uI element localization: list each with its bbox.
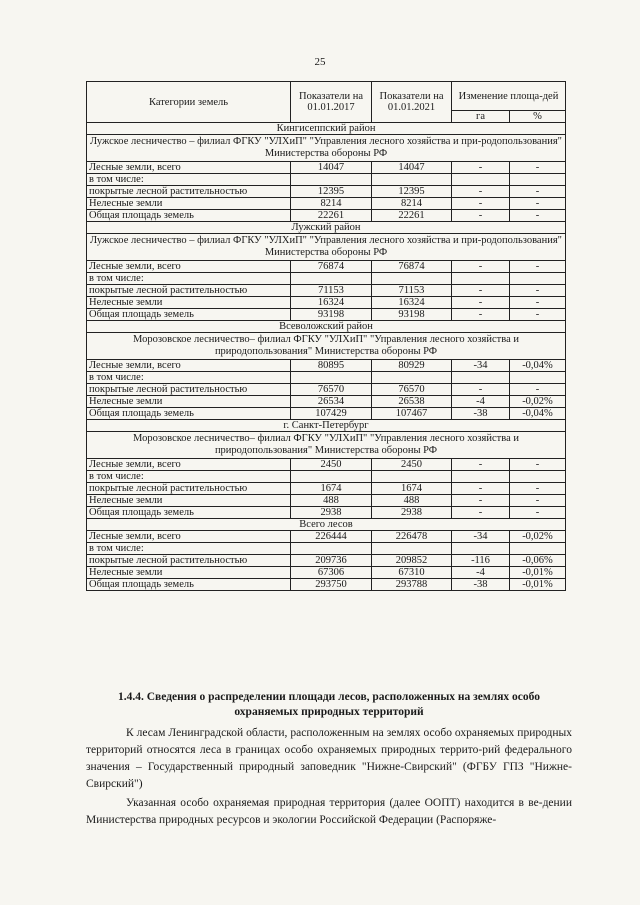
forestry-row — [87, 135, 566, 162]
change-ha: -4 — [452, 396, 510, 408]
value-2017: 226444 — [291, 531, 372, 543]
change-ha: - — [452, 384, 510, 396]
forestry-row — [87, 234, 566, 261]
change-pct: - — [510, 495, 566, 507]
row-label: Нелесные земли — [87, 495, 291, 507]
change-pct: -0,01% — [510, 579, 566, 591]
table-row — [87, 543, 566, 555]
value-2021: 8214 — [372, 198, 452, 210]
change-pct: - — [510, 483, 566, 495]
row-label: Нелесные земли — [87, 198, 291, 210]
change-pct: - — [510, 507, 566, 519]
change-pct: - — [510, 261, 566, 273]
value-2017: 8214 — [291, 198, 372, 210]
value-2021 — [372, 471, 452, 483]
region-row — [87, 222, 566, 234]
row-label: Лесные земли, всего — [87, 531, 291, 543]
change-ha — [452, 273, 510, 285]
change-ha: - — [452, 210, 510, 222]
value-2017: 76874 — [291, 261, 372, 273]
table-row — [87, 360, 566, 372]
region-row — [87, 519, 566, 531]
value-2021: 76570 — [372, 384, 452, 396]
value-2017: 26534 — [291, 396, 372, 408]
value-2021: 2938 — [372, 507, 452, 519]
change-pct: -0,02% — [510, 531, 566, 543]
row-label: Общая площадь земель — [87, 579, 291, 591]
change-pct: -0,04% — [510, 360, 566, 372]
change-ha: -38 — [452, 408, 510, 420]
row-label: покрытые лесной растительностью — [87, 285, 291, 297]
value-2017: 80895 — [291, 360, 372, 372]
change-ha: -34 — [452, 531, 510, 543]
table-row — [87, 567, 566, 579]
change-ha — [452, 471, 510, 483]
header-change: Изменение площа-дей — [452, 82, 566, 111]
row-label: в том числе: — [87, 174, 291, 186]
table-row — [87, 408, 566, 420]
row-label: Общая площадь земель — [87, 408, 291, 420]
change-ha: -38 — [452, 579, 510, 591]
change-pct: - — [510, 198, 566, 210]
table-row — [87, 579, 566, 591]
change-pct: - — [510, 384, 566, 396]
value-2017 — [291, 273, 372, 285]
forestry-name: Морозовское лесничество– филиал ФГКУ "УЛХиП" "Управления лесного хозяйства и природопользования" Министерства обороны РФ — [87, 432, 566, 459]
table-row — [87, 162, 566, 174]
row-label: Лесные земли, всего — [87, 459, 291, 471]
table-row — [87, 555, 566, 567]
value-2021: 67310 — [372, 567, 452, 579]
value-2021 — [372, 174, 452, 186]
value-2021: 22261 — [372, 210, 452, 222]
change-ha — [452, 543, 510, 555]
row-label: в том числе: — [87, 273, 291, 285]
paragraph: К лесам Ленинградской области, расположенным на землях особо охраняемых природных территорий относятся леса в границах особо охраняемых природных террито-рий федерального значения – Государственный природный заповедник "Нижне-Свирский" (ФГБУ ГПЗ "Нижне-Свирский") — [86, 727, 572, 790]
value-2021: 226478 — [372, 531, 452, 543]
value-2017: 488 — [291, 495, 372, 507]
change-ha: - — [452, 297, 510, 309]
section-heading: 1.4.4. Сведения о распределении площади лесов, расположенных на землях особо охраняемых природных территорий — [118, 691, 540, 718]
table-row — [87, 471, 566, 483]
header-category: Категории земель — [87, 82, 291, 123]
value-2021: 93198 — [372, 309, 452, 321]
table-body — [87, 123, 566, 591]
table-row — [87, 531, 566, 543]
row-label: в том числе: — [87, 372, 291, 384]
value-2021: 14047 — [372, 162, 452, 174]
value-2021: 293788 — [372, 579, 452, 591]
change-pct: - — [510, 162, 566, 174]
change-ha: - — [452, 495, 510, 507]
table-row — [87, 285, 566, 297]
value-2017: 2938 — [291, 507, 372, 519]
value-2017: 107429 — [291, 408, 372, 420]
change-ha: - — [452, 483, 510, 495]
row-label: Нелесные земли — [87, 396, 291, 408]
change-ha: -4 — [452, 567, 510, 579]
row-label: в том числе: — [87, 471, 291, 483]
change-pct: -0,02% — [510, 396, 566, 408]
change-pct: -0,06% — [510, 555, 566, 567]
value-2021 — [372, 543, 452, 555]
value-2017 — [291, 174, 372, 186]
header-unit-pct: % — [510, 111, 566, 123]
region-row — [87, 123, 566, 135]
header-unit-ha: га — [452, 111, 510, 123]
forestry-row — [87, 432, 566, 459]
region-row — [87, 321, 566, 333]
value-2017: 67306 — [291, 567, 372, 579]
value-2017: 14047 — [291, 162, 372, 174]
value-2017: 2450 — [291, 459, 372, 471]
value-2017: 93198 — [291, 309, 372, 321]
table-row — [87, 495, 566, 507]
change-ha: - — [452, 198, 510, 210]
row-label: Общая площадь земель — [87, 309, 291, 321]
value-2021: 16324 — [372, 297, 452, 309]
value-2017: 22261 — [291, 210, 372, 222]
paragraph: Указанная особо охраняемая природная территория (далее ООПТ) находится в ве-дении Министерства природных ресурсов и экологии Российской Федерации (Распоряже- — [86, 797, 572, 826]
row-label: покрытые лесной растительностью — [87, 186, 291, 198]
value-2021: 80929 — [372, 360, 452, 372]
value-2021 — [372, 372, 452, 384]
change-ha: - — [452, 507, 510, 519]
value-2017: 76570 — [291, 384, 372, 396]
forestry-row — [87, 333, 566, 360]
value-2021: 2450 — [372, 459, 452, 471]
value-2017 — [291, 471, 372, 483]
table-row — [87, 396, 566, 408]
header-indicator-2017: Показатели на 01.01.2017 — [291, 82, 372, 123]
change-pct — [510, 273, 566, 285]
page-number: 25 — [314, 56, 326, 68]
table-row — [87, 384, 566, 396]
value-2021: 1674 — [372, 483, 452, 495]
change-ha: - — [452, 261, 510, 273]
table-row — [87, 198, 566, 210]
value-2017: 293750 — [291, 579, 372, 591]
change-pct: -0,04% — [510, 408, 566, 420]
header-indicator-2021: Показатели на 01.01.2021 — [372, 82, 452, 123]
value-2017 — [291, 543, 372, 555]
table-row — [87, 459, 566, 471]
change-pct: - — [510, 285, 566, 297]
table-row — [87, 186, 566, 198]
change-pct: -0,01% — [510, 567, 566, 579]
table-row — [87, 309, 566, 321]
row-label: покрытые лесной растительностью — [87, 384, 291, 396]
change-ha: -34 — [452, 360, 510, 372]
change-ha: - — [452, 186, 510, 198]
change-pct: - — [510, 309, 566, 321]
value-2017: 71153 — [291, 285, 372, 297]
value-2021: 76874 — [372, 261, 452, 273]
forestry-name: Лужское лесничество – филиал ФГКУ "УЛХиП" "Управления лесного хозяйства и при-родопользования" Министерства обороны РФ — [87, 135, 566, 162]
change-ha: - — [452, 459, 510, 471]
table-row — [87, 210, 566, 222]
row-label: Лесные земли, всего — [87, 261, 291, 273]
row-label: Лесные земли, всего — [87, 162, 291, 174]
value-2021: 26538 — [372, 396, 452, 408]
region-name: Лужский район — [87, 222, 566, 234]
value-2021: 71153 — [372, 285, 452, 297]
region-name: Всего лесов — [87, 519, 566, 531]
value-2017 — [291, 372, 372, 384]
region-name: Всеволожский район — [87, 321, 566, 333]
table-row — [87, 174, 566, 186]
change-ha: - — [452, 285, 510, 297]
change-ha: - — [452, 162, 510, 174]
value-2017: 1674 — [291, 483, 372, 495]
change-pct: - — [510, 459, 566, 471]
change-pct — [510, 471, 566, 483]
value-2021: 12395 — [372, 186, 452, 198]
change-pct — [510, 372, 566, 384]
value-2021: 488 — [372, 495, 452, 507]
table-row — [87, 507, 566, 519]
row-label: в том числе: — [87, 543, 291, 555]
change-pct — [510, 174, 566, 186]
forestry-name: Лужское лесничество – филиал ФГКУ "УЛХиП" "Управления лесного хозяйства и при-родопользования" Министерства обороны РФ — [87, 234, 566, 261]
row-label: покрытые лесной растительностью — [87, 483, 291, 495]
change-ha: -116 — [452, 555, 510, 567]
value-2021: 209852 — [372, 555, 452, 567]
row-label: Нелесные земли — [87, 567, 291, 579]
region-row — [87, 420, 566, 432]
change-pct: - — [510, 186, 566, 198]
row-label: Нелесные земли — [87, 297, 291, 309]
region-name: г. Санкт-Петербург — [87, 420, 566, 432]
forestry-name: Морозовское лесничество– филиал ФГКУ "УЛХиП" "Управления лесного хозяйства и природопользования" Министерства обороны РФ — [87, 333, 566, 360]
change-ha — [452, 174, 510, 186]
value-2017: 12395 — [291, 186, 372, 198]
value-2017: 209736 — [291, 555, 372, 567]
table-row — [87, 483, 566, 495]
table-row — [87, 297, 566, 309]
value-2021: 107467 — [372, 408, 452, 420]
change-pct: - — [510, 297, 566, 309]
row-label: Лесные земли, всего — [87, 360, 291, 372]
value-2021 — [372, 273, 452, 285]
row-label: покрытые лесной растительностью — [87, 555, 291, 567]
change-ha — [452, 372, 510, 384]
table-row — [87, 261, 566, 273]
value-2017: 16324 — [291, 297, 372, 309]
change-ha: - — [452, 309, 510, 321]
table-row — [87, 372, 566, 384]
row-label: Общая площадь земель — [87, 210, 291, 222]
change-pct — [510, 543, 566, 555]
land-categories-table — [86, 81, 566, 591]
table-row — [87, 273, 566, 285]
change-pct: - — [510, 210, 566, 222]
row-label: Общая площадь земель — [87, 507, 291, 519]
region-name: Кингисеппский район — [87, 123, 566, 135]
